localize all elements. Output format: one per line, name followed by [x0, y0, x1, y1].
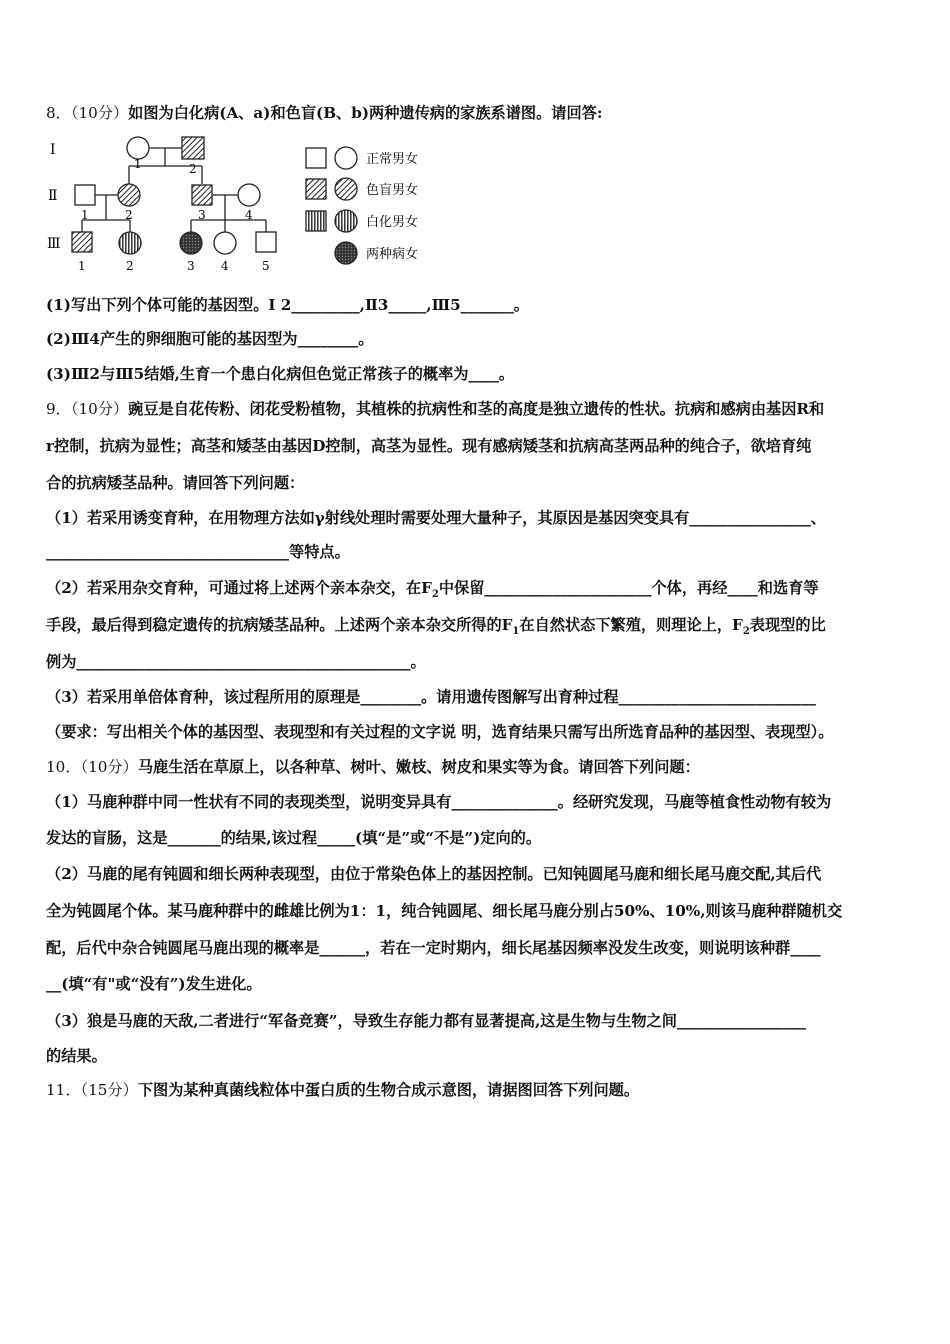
- pedigree-chart: [44, 126, 444, 276]
- q10-p1-line1: （1）马鹿种群中同一性状有不同的表现类型，说明变异具有______________。经研究发现，马鹿等植食性动物有较为: [46, 793, 832, 811]
- q11-number: 11．（15分）: [46, 1081, 138, 1099]
- gen2-male-3: [192, 185, 212, 205]
- legend-albino-male-icon: [306, 211, 326, 231]
- gen-label-2: Ⅱ: [48, 188, 58, 204]
- legend-normal-female-icon: [335, 147, 357, 169]
- gen3-female-3: [180, 232, 202, 254]
- gen3-id-1: 1: [78, 259, 86, 273]
- legend-both-label: 两种病女: [366, 247, 419, 262]
- q8-sub3: (3)Ⅲ2与Ⅲ5结婚,生育一个患白化病但色觉正常孩子的概率为____。: [46, 365, 515, 383]
- gen3-id-4: 4: [221, 259, 229, 273]
- legend-albino-female-icon: [335, 210, 357, 232]
- q9-header: [46, 398, 910, 420]
- gen2-id-1: 1: [81, 208, 89, 222]
- q10-header: [46, 756, 910, 778]
- gen2-female-2: [118, 184, 140, 206]
- q9-number: 9．（10分）: [46, 400, 129, 418]
- gen1-id-2: 2: [189, 162, 197, 176]
- q10-number: 10．（10分）: [46, 758, 138, 776]
- q9-p3-line2: （要求：写出相关个体的基因型、表现型和有关过程的文字说 明，选育结果只需写出所选育品种的基因型、表现型）。: [46, 723, 834, 741]
- legend-both-female-icon: [335, 242, 357, 264]
- q8-stem: 如图为白化病(A、a)和色盲(B、b)两种遗传病的家族系谱图。请回答:: [128, 104, 603, 122]
- q10-p3-line2: 的结果。: [46, 1047, 107, 1065]
- gen3-male-1: [72, 232, 92, 252]
- q10-p2-line4: __(填“有"或“没有”)发生进化。: [46, 975, 262, 993]
- gen3-female-2: [119, 232, 141, 254]
- q9-p2-line2: 手段，最后得到稳定遗传的抗病矮茎品种。上述两个亲本杂交所得的$F_1$在自然状态下繁殖，则理论上，$F_2$表现型的比: [46, 616, 826, 638]
- q9-p3-line1: （3）若采用单倍体育种，该过程所用的原理是________。请用遗传图解写出育种过程__________________________: [46, 688, 816, 706]
- gen1-male-2: [182, 137, 204, 159]
- gen2-id-2: 2: [125, 208, 133, 222]
- q9-stem-line1: 豌豆是自花传粉、闭花受粉植物，其植株的抗病性和茎的高度是独立遗传的性状。抗病和感病由基因R和: [128, 400, 825, 418]
- gen3-id-2: 2: [126, 259, 134, 273]
- gen3-female-4: [214, 232, 236, 254]
- q9-p1-line2: ________________________________等特点。: [46, 543, 350, 561]
- gen1-female-1: [127, 137, 149, 159]
- q8-header: [46, 102, 910, 124]
- legend-colorblind-label: 色盲男女: [366, 183, 419, 198]
- q10-p3-line1: （3）狼是马鹿的天敌,二者进行“军备竞赛”，导致生存能力都有显著提高,这是生物与生物之间_________________: [46, 1012, 807, 1030]
- legend-albino-label: 白化男女: [366, 215, 419, 230]
- gen1-id-1: 1: [134, 157, 142, 171]
- q10-p2-line1: （2）马鹿的尾有钝圆和细长两种表现型，由位于常染色体上的基因控制。已知钝圆尾马鹿和细长尾马鹿交配,其后代: [46, 865, 822, 883]
- gen3-id-5: 5: [262, 259, 270, 273]
- q10-p1-line2: 发达的盲肠，这是_______的结果,该过程_____(填“是”或“不是”)定向的。: [46, 829, 542, 847]
- gen-label-3: Ⅲ: [47, 236, 61, 252]
- q9-p2-line3: 例为____________________________________________。: [46, 653, 426, 671]
- gen2-id-4: 4: [245, 208, 253, 222]
- q9-p2-line1: （2）若采用杂交育种，可通过将上述两个亲本杂交，在$F_2$中保留______________________个体，再经____和选育等: [46, 579, 819, 601]
- q9-p1-line1: （1）若采用诱变育种，在用物理方法如γ射线处理时需要处理大量种子，其原因是基因突变具有________________、: [46, 509, 826, 527]
- gen2-female-4: [238, 184, 260, 206]
- q10-p2-line3: 配，后代中杂合钝圆尾马鹿出现的概率是______，若在一定时期内，细长尾基因频率没发生改变，则说明该种群____: [46, 939, 821, 957]
- q10-p2-line2: 全为钝圆尾个体。某马鹿种群中的雌雄比例为1：1，纯合钝圆尾、细长尾马鹿分别占50%、10%,则该马鹿种群随机交: [46, 902, 843, 920]
- gen3-male-5: [256, 232, 276, 252]
- q9-stem-line2: r控制，抗病为显性；高茎和矮茎由基因D控制，高茎为显性。现有感病矮茎和抗病高茎两品种的纯合子，欲培育纯: [46, 437, 812, 455]
- gen-label-1: Ⅰ: [50, 142, 56, 158]
- q9-stem-line3: 合的抗病矮茎品种。请回答下列问题：: [46, 474, 305, 492]
- q8-sub2: (2)Ⅲ4产生的卵细胞可能的基因型为________。: [46, 330, 374, 348]
- legend-colorblind-male-icon: [306, 179, 326, 199]
- legend-colorblind-female-icon: [335, 178, 357, 200]
- q11-stem: 下图为某种真菌线粒体中蛋白质的生物合成示意图，请据图回答下列问题。: [137, 1081, 639, 1099]
- q8-number: 8．（10分）: [46, 104, 129, 122]
- gen2-male-1: [75, 185, 95, 205]
- q11-header: [46, 1079, 910, 1101]
- legend-normal-male-icon: [306, 148, 326, 168]
- gen2-id-3: 3: [198, 208, 206, 222]
- legend-normal-label: 正常男女: [366, 152, 419, 167]
- q8-sub1: (1)写出下列个体可能的基因型。Ⅰ 2_________,Ⅱ3_____,Ⅲ5_______。: [46, 296, 529, 314]
- gen3-id-3: 3: [187, 259, 195, 273]
- q10-stem: 马鹿生活在草原上，以各种草、树叶、嫩枝、树皮和果实等为食。请回答下列问题：: [137, 758, 700, 776]
